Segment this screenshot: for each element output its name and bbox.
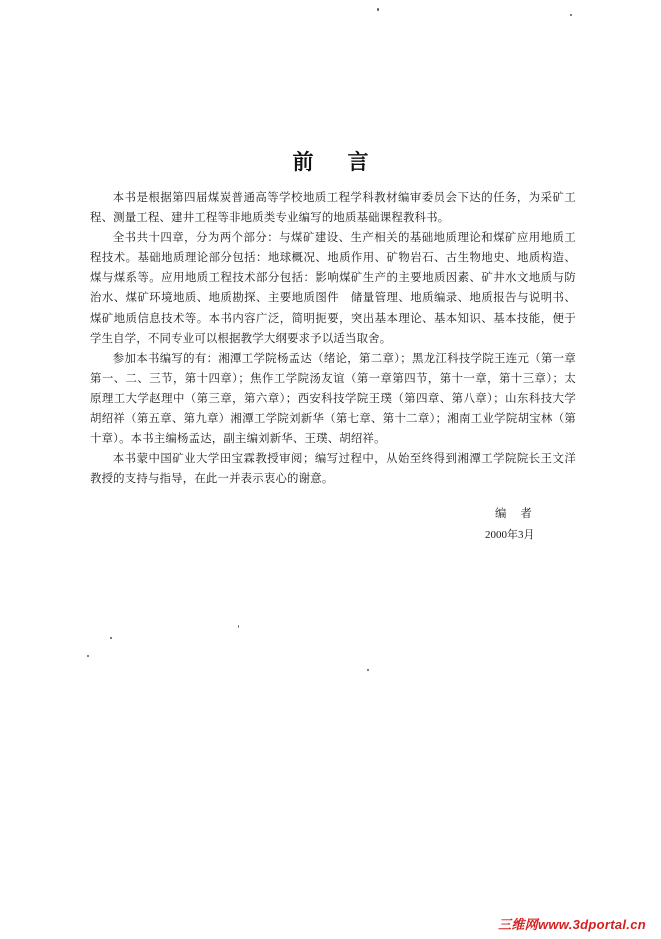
paragraph: 本书是根据第四届煤炭普通高等学校地质工程学科教材编审委员会下达的任务，为采矿工程、测量工程、建井工程等非地质类专业编写的地质基础课程教科书。: [90, 190, 576, 225]
preface-body: [90, 187, 576, 488]
scan-speck: [238, 625, 239, 628]
site-watermark: 三维网www.3dportal.cn: [498, 917, 646, 932]
scan-speck: [367, 669, 369, 671]
scan-speck: [87, 655, 89, 657]
page-title: 前言: [292, 149, 403, 174]
paragraph: 参加本书编写的有：湘潭工学院杨孟达（绪论，第二章）；黑龙江科技学院王连元（第一章第一、二、三节，第十四章）；焦作工学院汤友谊（第一章第四节，第十一章，第十三章）；太原理工大学赵理中（第三章，第六章）；西安科技学院王璞（第四章、第八章）；山东科技大学胡绍祥（第五章、第九章）湘潭工学院刘新华（第七章、第十二章）；湘南工业学院胡宝林（第十章）。本书主编杨孟达，副主编刘新华、王璞、胡绍祥。: [90, 350, 576, 446]
scan-speck: [377, 8, 379, 11]
paragraph: 本书蒙中国矿业大学田宝霖教授审阅；编写过程中，从始至终得到湘潭工学院院长王文洋教授的支持与指导，在此一并表示衷心的谢意。: [90, 451, 576, 486]
paragraph: 全书共十四章，分为两个部分：与煤矿建设、生产相关的基础地质理论和煤矿应用地质工程技术。基础地质理论部分包括：地球概况、地质作用、矿物岩石、古生物地史、地质构造、煤与煤系等。应用地质工程技术部分包括：影响煤矿生产的主要地质因素、矿井水文地质与防治水、煤矿环境地质、地质勘探、主要地质图件 储量管理、地质编录、地质报告与说明书、煤矿地质信息技术等。本书内容广泛，简明扼要，突出基本理论、基本知识、基本技能，便于学生自学，不同专业可以根据教学大纲要求予以适当取舍。: [90, 230, 576, 345]
author-signature: 编者: [495, 506, 546, 520]
date-line: 2000年3月: [485, 529, 535, 541]
scan-speck: [570, 14, 572, 16]
scan-speck: [110, 637, 112, 639]
